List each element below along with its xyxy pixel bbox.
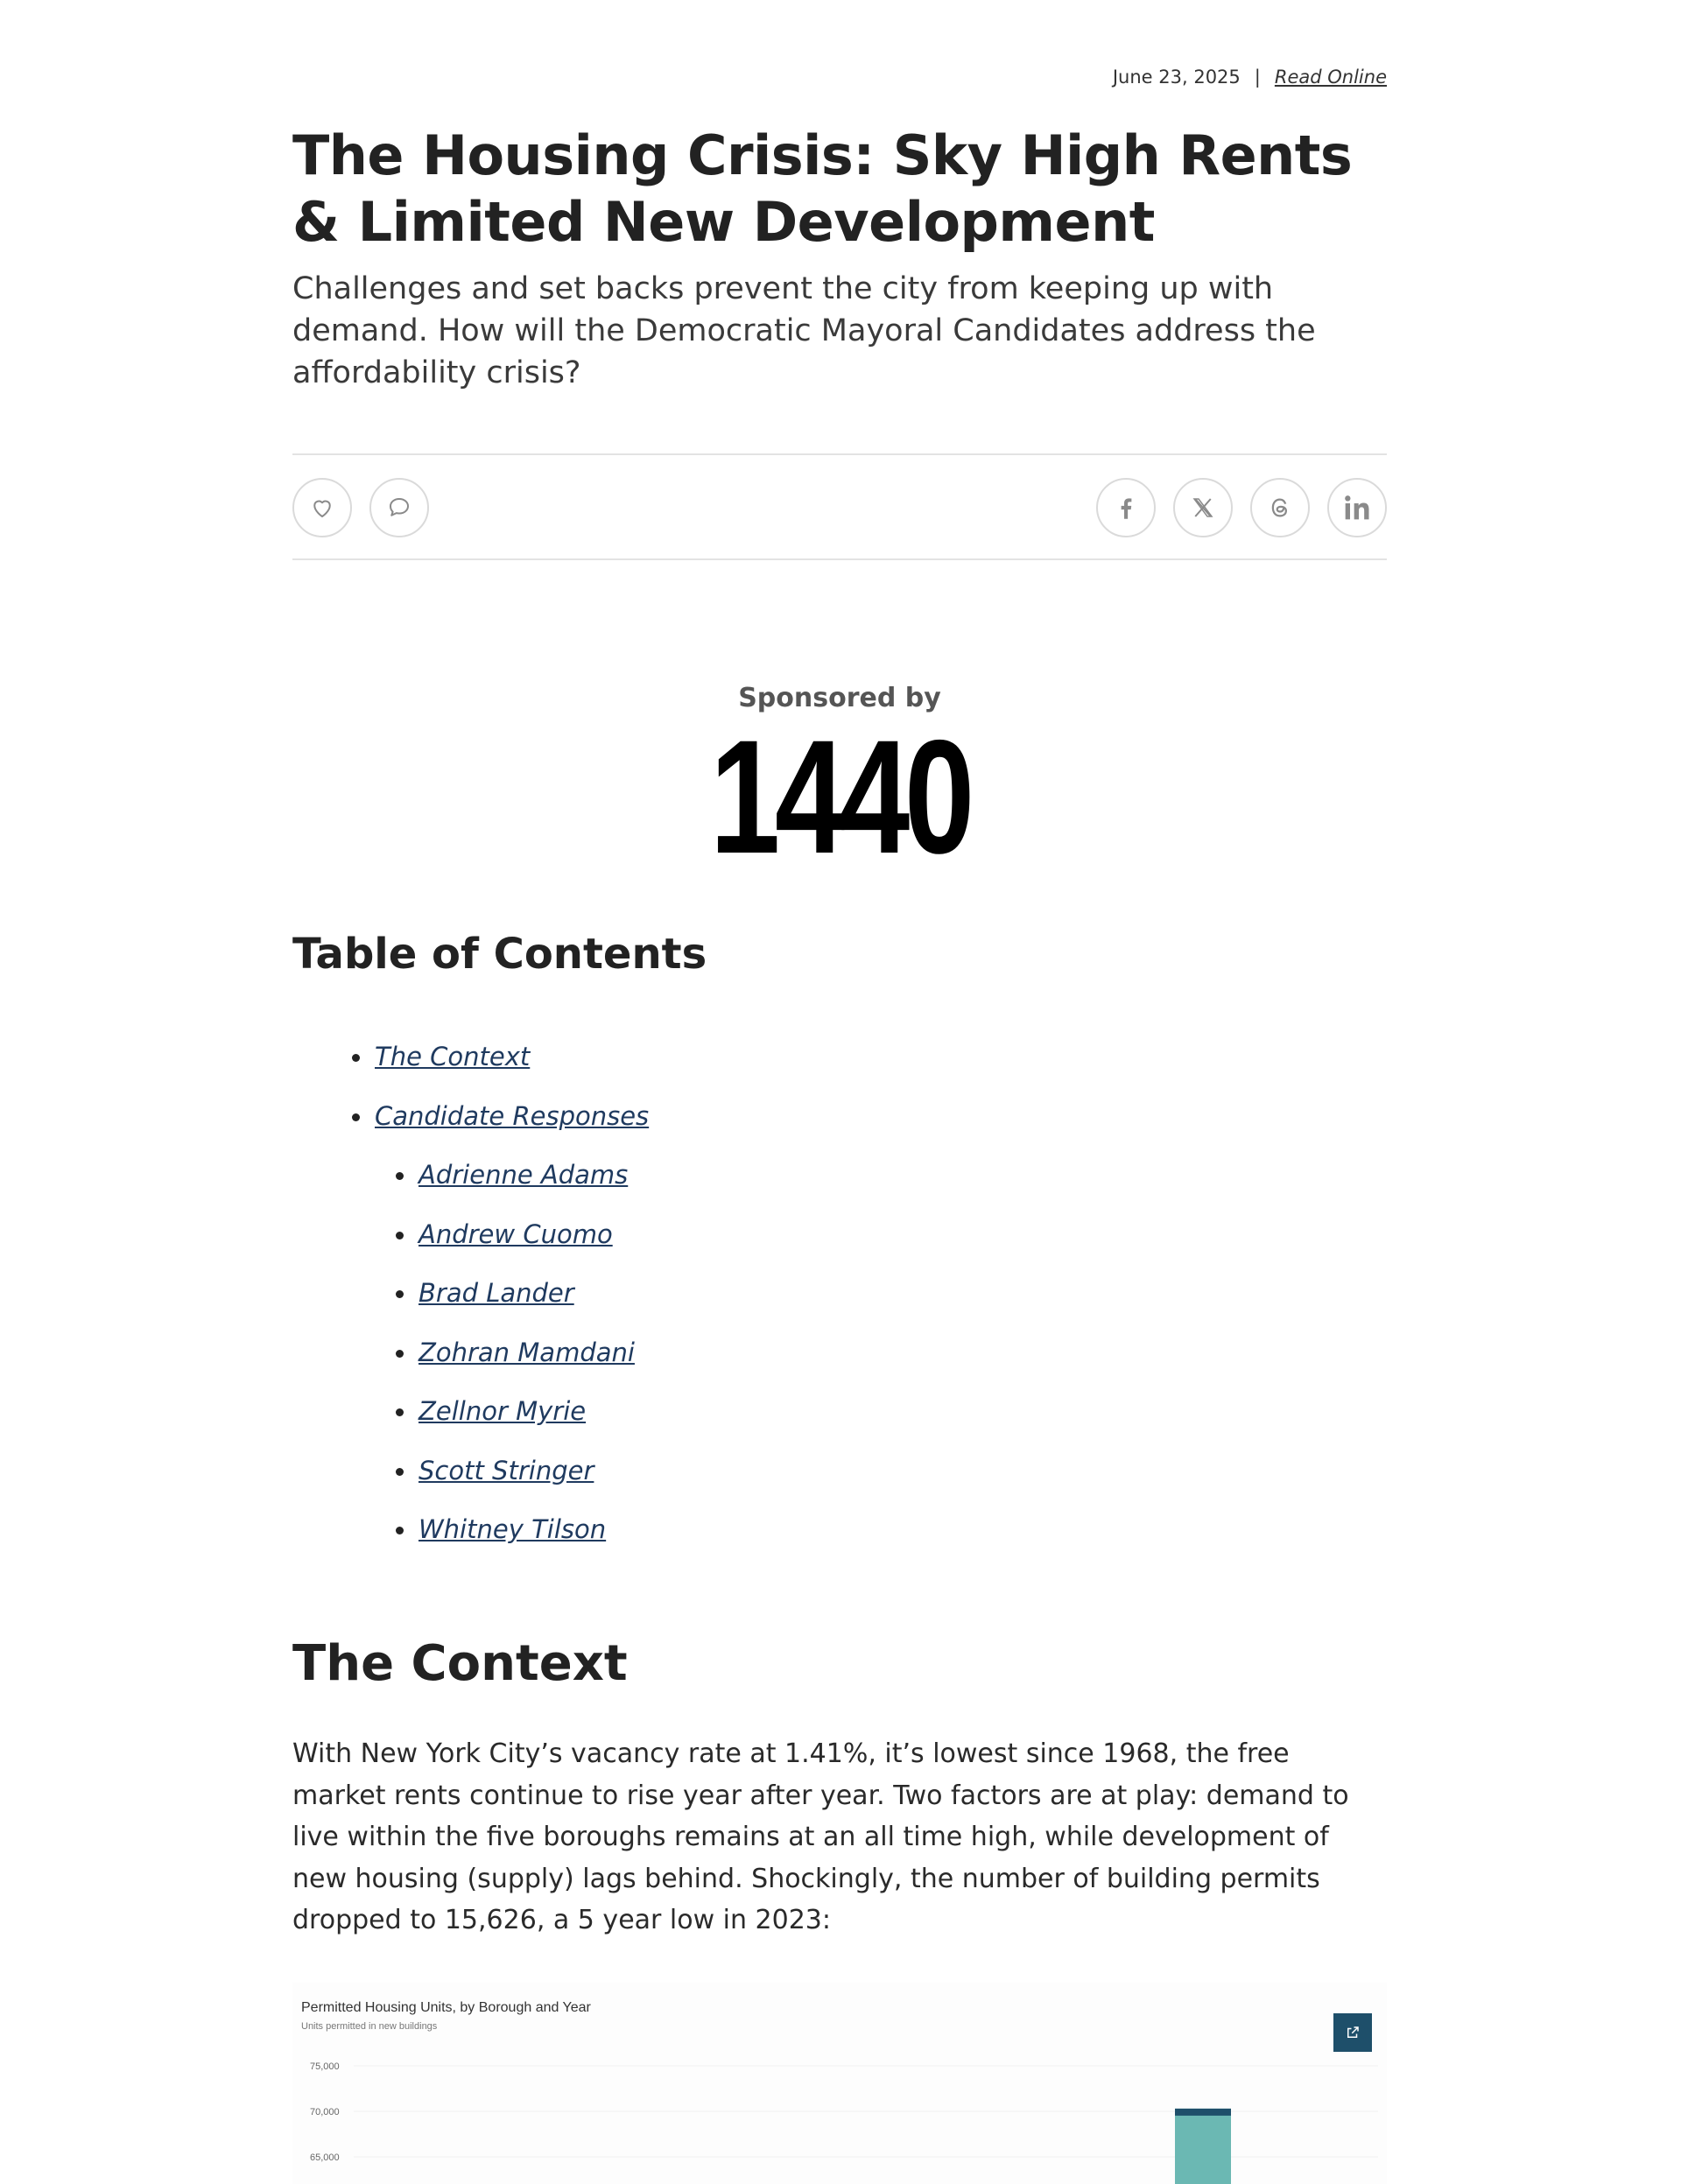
y-tick-label: 75,000 [310, 2061, 340, 2072]
toc-item [292, 1324, 1387, 1383]
like-button[interactable] [292, 478, 352, 537]
y-tick-label: 65,000 [310, 2152, 340, 2163]
toc-link-whitney-tilson[interactable]: Whitney Tilson [418, 1514, 607, 1544]
article-subtitle: Challenges and set backs prevent the city from keeping up with demand. How will the Democratic Mayoral Candidates address the affordability crisis? [292, 271, 1316, 390]
share-linkedin-button[interactable] [1327, 478, 1387, 537]
article-title: The Housing Crisis: Sky High Rents & Limited New Development [292, 123, 1353, 254]
chart-title: Permitted Housing Units, by Borough and Year [301, 2000, 591, 2015]
share-x-button[interactable] [1173, 478, 1233, 537]
x-icon [1190, 495, 1216, 521]
facebook-icon [1111, 493, 1141, 523]
chart-bar-segment [1175, 2109, 1231, 2116]
dateline [1113, 67, 1387, 88]
share-threads-button[interactable] [1250, 478, 1310, 537]
toc-item [292, 1146, 1387, 1205]
read-online-link[interactable]: Read Online [1274, 67, 1387, 88]
toc-link-brad-lander[interactable]: Brad Lander [418, 1278, 574, 1308]
comment-button[interactable] [369, 478, 429, 537]
comment-icon [386, 495, 412, 521]
toc-title: Table of Contents [292, 930, 707, 979]
toc-item [292, 1264, 1387, 1324]
toc-item [292, 1442, 1387, 1501]
linkedin-icon [1340, 490, 1375, 525]
toc-link-zellnor-myrie[interactable]: Zellnor Myrie [418, 1396, 587, 1426]
social-bar [292, 453, 1387, 560]
sponsor-logo[interactable]: 1440 [709, 707, 970, 888]
chart-bar [1175, 2109, 1231, 2184]
toc-item [292, 1382, 1387, 1442]
issue-date: June 23, 2025 [1112, 67, 1241, 88]
permits-chart [292, 1983, 1387, 2184]
toc-link-adrienne-adams[interactable]: Adrienne Adams [418, 1160, 629, 1190]
toc-link-candidate-responses[interactable]: Candidate Responses [375, 1100, 650, 1131]
toc-item [292, 1028, 1387, 1087]
threads-icon [1267, 495, 1293, 521]
toc-link-andrew-cuomo[interactable]: Andrew Cuomo [418, 1218, 613, 1249]
toc-link-the-context[interactable]: The Context [375, 1042, 531, 1071]
share-facebook-button[interactable] [1096, 478, 1156, 537]
heart-icon [309, 495, 335, 521]
section-title-context: The Context [292, 1635, 628, 1692]
dateline-separator: | [1254, 67, 1261, 88]
toc-link-scott-stringer[interactable]: Scott Stringer [418, 1455, 594, 1485]
table-of-contents [292, 1028, 1387, 1560]
context-paragraph: With New York City’s vacancy rate at 1.41%, it’s lowest since 1968, the free market rents continue to rise year after year. Two factors are at play: demand to live within the five boroughs remains at an all time high, while development of new housing (supply) lags behind. Shockingly, the number of building permits dropped to 15,626, a 5 year low in 2023: [292, 1738, 1349, 1935]
toc-link-zohran-mamdani[interactable]: Zohran Mamdani [418, 1337, 635, 1367]
chart-subtitle: Units permitted in new buildings [301, 2021, 438, 2032]
toc-item [292, 1500, 1387, 1560]
sponsor-label: Sponsored by [738, 683, 941, 713]
toc-item [292, 1205, 1387, 1265]
y-tick-label: 70,000 [310, 2107, 340, 2117]
toc-item [292, 1087, 1387, 1147]
chart-plot-area [292, 1983, 1387, 2184]
